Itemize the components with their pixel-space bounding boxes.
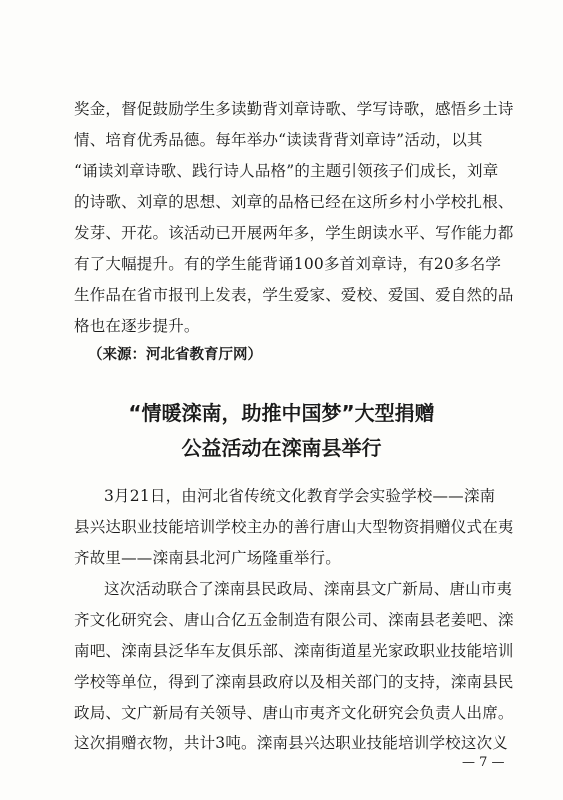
source-citation: （来源：河北省教育厅网） (88, 346, 262, 363)
body-line: 发芽、开花。该活动已开展两年多，学生朗读水平、写作能力都 (74, 224, 514, 242)
body-line: 这次捐赠衣物，共计3吨。滦南县兴达职业技能培训学校这次义 (74, 734, 508, 752)
body-line: 学校等单位，得到了滦南县政府以及相关部门的支持，滦南县民 (74, 673, 514, 691)
article-title-line-2: 公益活动在滦南县举行 (181, 436, 382, 460)
body-line: 格也在逐步提升。 (74, 317, 200, 335)
body-line: 生作品在省市报刊上发表，学生爱家、爱校、爱国、爱自然的品 (74, 286, 514, 304)
body-line: 情、培育优秀品德。每年举办“读读背背刘章诗”活动，以其 (74, 131, 483, 149)
body-line: 有了大幅提升。有的学生能背诵100多首刘章诗，有20多名学 (74, 255, 502, 273)
body-line: 3月21日，由河北省传统文化教育学会实验学校——滦南 (104, 487, 496, 505)
body-line: “诵读刘章诗歌、践行诗人品格”的主题引领孩子们成长，刘章 (74, 162, 499, 180)
body-line: 奖金，督促鼓励学生多读勤背刘章诗歌、学写诗歌，感悟乡土诗 (74, 100, 514, 118)
body-line: 齐文化研究会、唐山合亿五金制造有限公司、滦南县老姜吧、滦 (74, 611, 514, 629)
body-line: 齐故里——滦南县北河广场隆重举行。 (74, 549, 341, 567)
page-number: — 7 — (462, 755, 505, 770)
article-title-line-1: “情暖滦南，助推中国梦”大型捐赠 (128, 401, 435, 425)
body-line: 这次活动联合了滦南县民政局、滦南县文广新局、唐山市夷 (104, 580, 513, 598)
body-line: 县兴达职业技能培训学校主办的善行唐山大型物资捐赠仪式在夷 (74, 518, 514, 536)
body-line: 的诗歌、刘章的思想、刘章的品格已经在这所乡村小学校扎根、 (74, 193, 514, 211)
body-line: 政局、文广新局有关领导、唐山市夷齐文化研究会负责人出席。 (74, 704, 514, 722)
body-line: 南吧、滦南县泛华车友俱乐部、滦南街道星光家政职业技能培训 (74, 642, 514, 660)
